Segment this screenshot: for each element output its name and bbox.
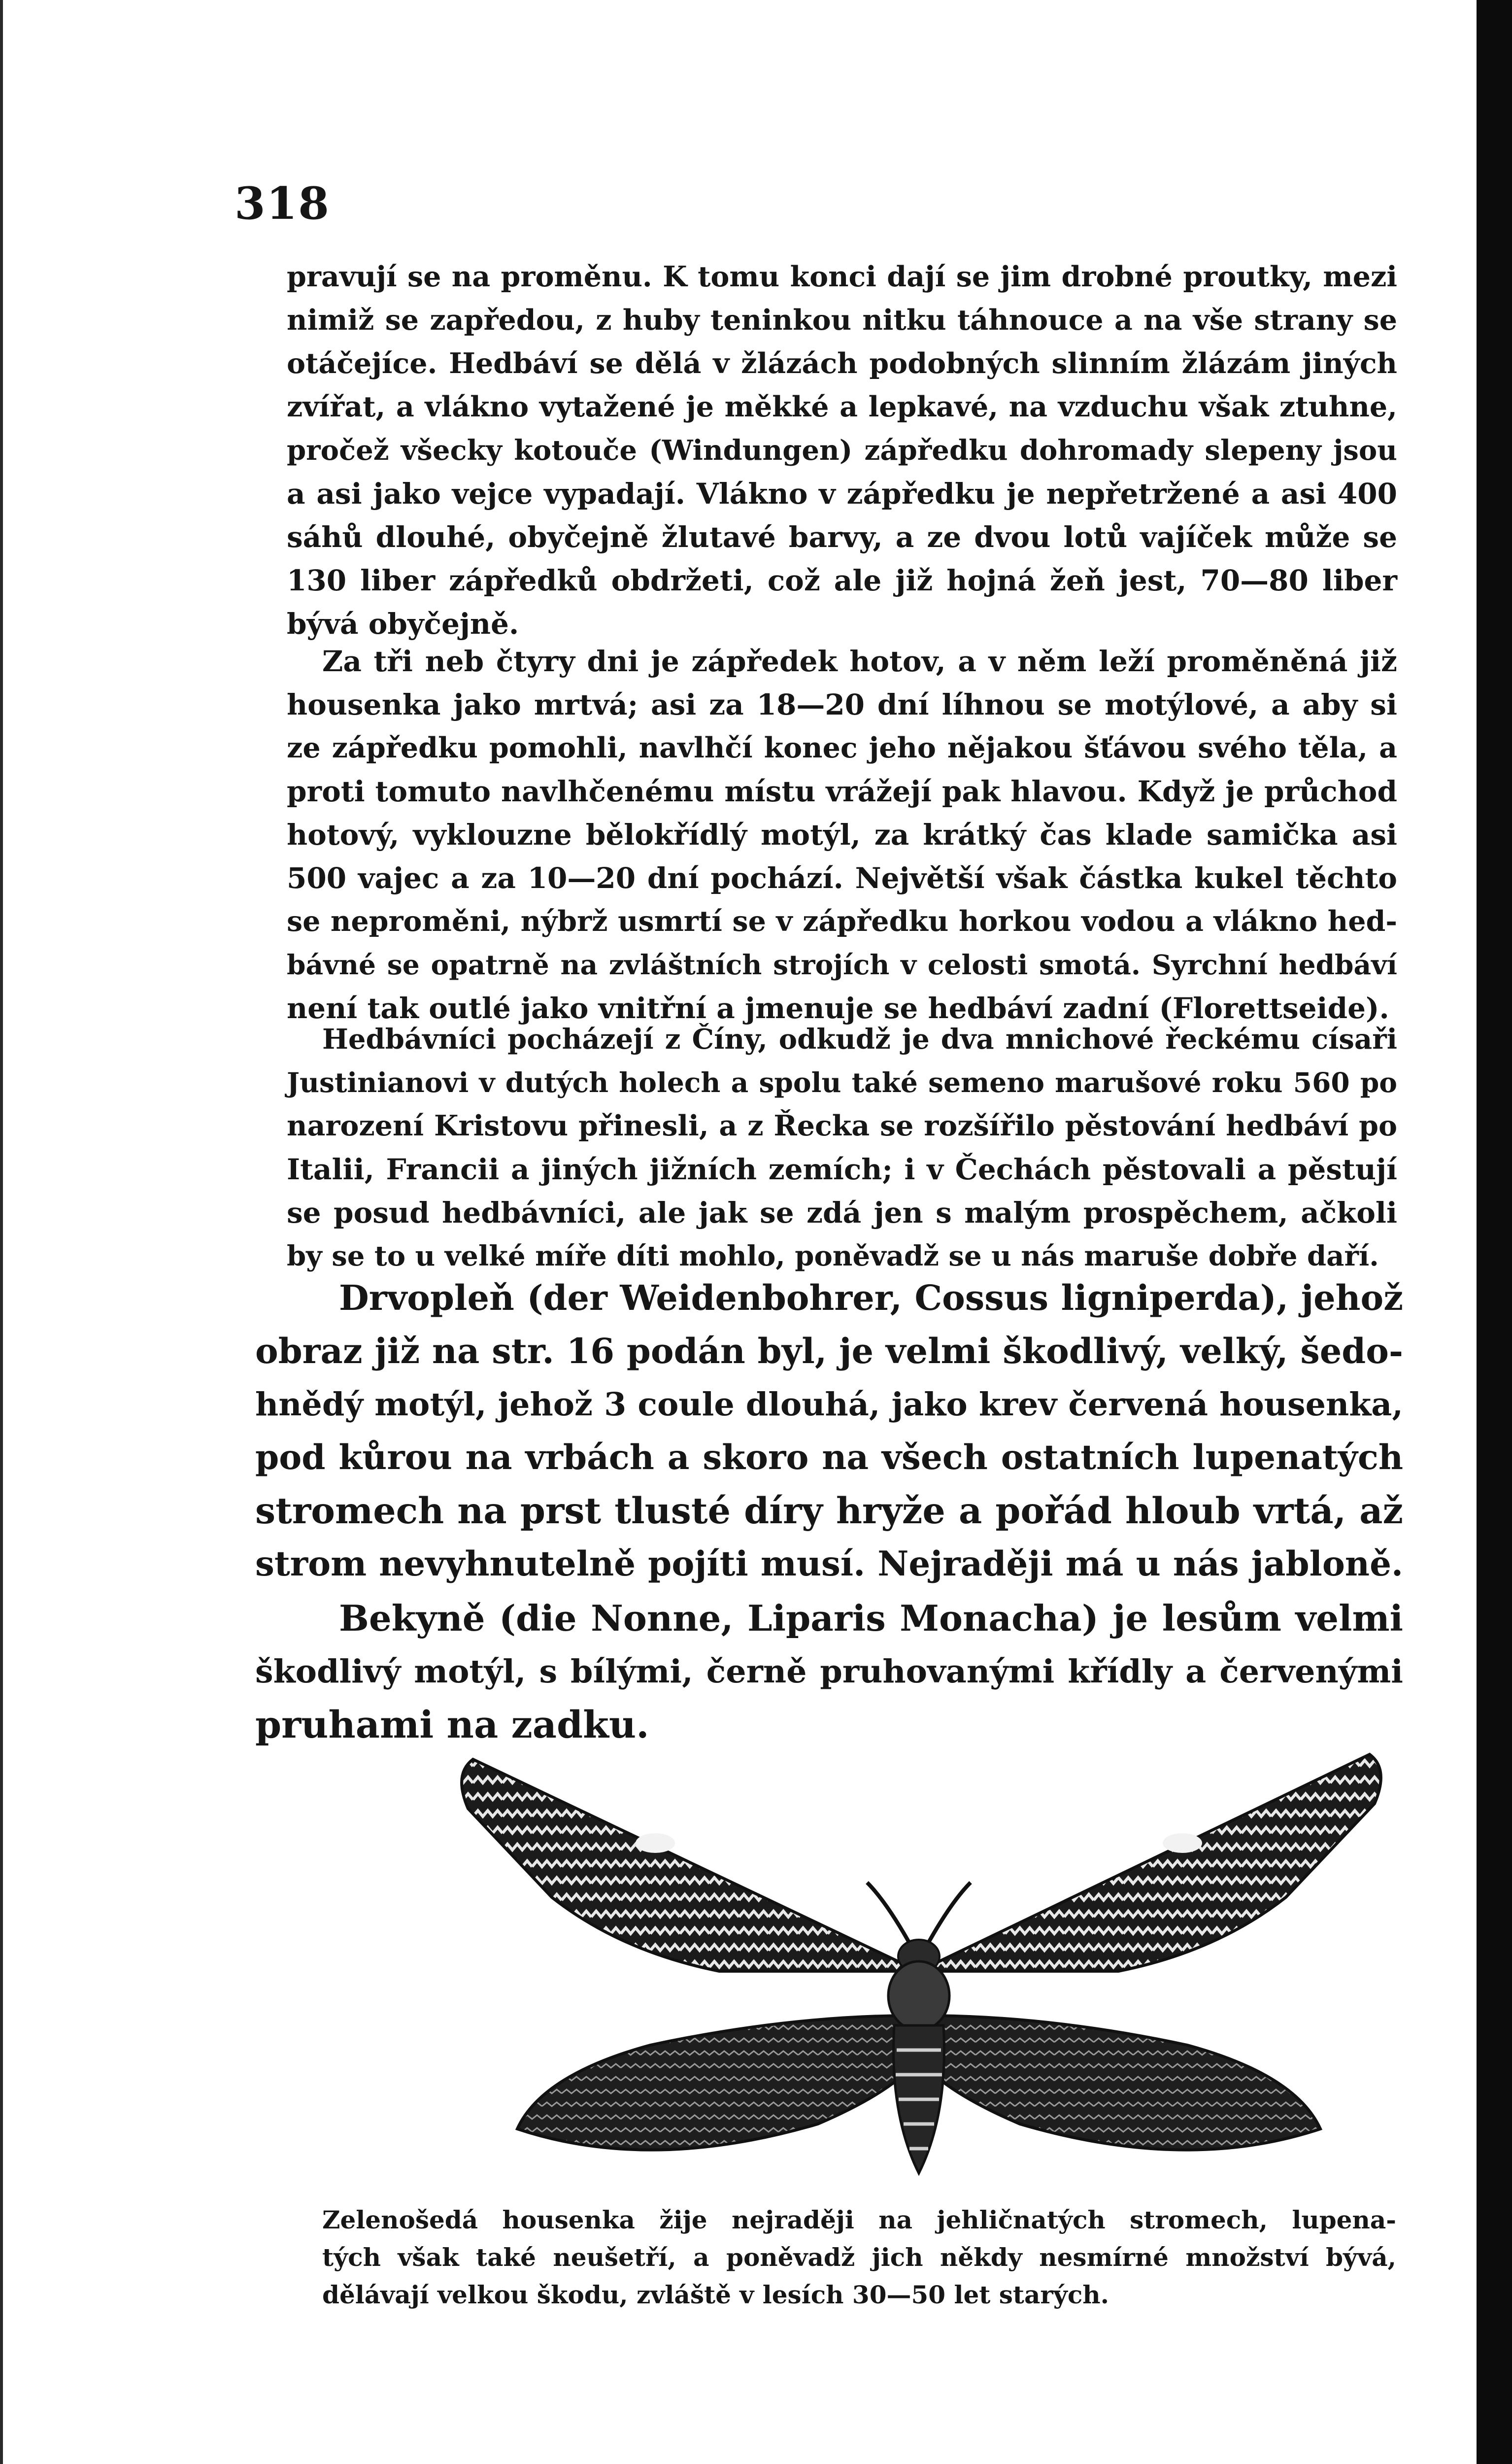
text-line: ze zápředku pomohli, navlhčí konec jeho nějakou šťávou svého těla, a bbox=[287, 731, 1397, 764]
text-line: se posud hedbávníci, ale jak se zdá jen s malým prospěchem, ačkoli bbox=[287, 1196, 1397, 1230]
text-line: 500 vajec a za 10—20 dní pochází. Největší však částka kukel těchto bbox=[287, 861, 1397, 895]
text-line: proti tomuto navlhčenému místu vrážejí pak hlavou. Když je průchod bbox=[287, 775, 1397, 808]
text-line: pročež všecky kotouče (Windungen) zápředku dohromady slepeny jsou bbox=[287, 434, 1397, 467]
text-line: Za tři neb čtyry dni je zápředek hotov, a v něm leží proměněná již bbox=[322, 645, 1397, 678]
moth-illustration-icon bbox=[443, 1740, 1394, 2193]
text-line: Justinianovi v dutých holech a spolu také semeno marušové roku 560 po bbox=[287, 1066, 1397, 1098]
text-line: škodlivý motýl, s bílými, černě pruhovanými křídly a červenými bbox=[255, 1653, 1403, 1690]
text-line: bávné se opatrně na zvláštních strojích v celosti smotá. Syrchní hedbáví bbox=[287, 949, 1397, 981]
right-forewing bbox=[919, 1754, 1381, 1971]
text-line: pruhami na zadku. bbox=[255, 1703, 649, 1746]
text-line: Drvopleň (der Weidenbohrer, Cossus ligniperda), jehož bbox=[339, 1277, 1403, 1318]
text-line: obraz již na str. 16 podán byl, je velmi škodlivý, velký, šedo- bbox=[255, 1331, 1403, 1371]
text-line: není tak outlé jako vnitřní a jmenuje se hedbáví zadní (Florettseide). bbox=[287, 992, 1389, 1025]
text-line: strom nevyhnutelně pojíti musí. Nejraději má u nás jabloně. bbox=[255, 1544, 1403, 1584]
left-hindwing bbox=[517, 2016, 914, 2150]
text-line: nimiž se zapředou, z huby teninkou nitku táhnouce a na vše strany se bbox=[287, 304, 1397, 337]
text-line: narození Kristovu přinesli, a z Řecka se rozšířilo pěstování hedbáví po bbox=[287, 1109, 1397, 1142]
paragraph-cocoon bbox=[287, 640, 1397, 1030]
left-forewing bbox=[462, 1759, 919, 1971]
text-line: tých však také neušetří, a poněvadž jich někdy nesmírné množství bývá, bbox=[322, 2243, 1396, 2272]
text-line: pravují se na proměnu. K tomu konci dají se jim drobné proutky, mezi bbox=[287, 260, 1397, 293]
text-line: Hedbávníci pocházejí z Číny, odkudž je dva mnichové řeckému císaři bbox=[322, 1023, 1397, 1056]
text-line: zvířat, a vlákno vytažené je měkké a lepkavé, na vzduchu však ztuhne, bbox=[287, 390, 1397, 423]
text-line: stromech na prst tlusté díry hryže a pořád hloub vrtá, až bbox=[255, 1490, 1403, 1532]
thorax bbox=[888, 1961, 949, 2030]
text-line: a asi jako vejce vypadají. Vlákno v zápředku je nepřetržené a asi 400 bbox=[287, 477, 1397, 511]
text-line: pod kůrou na vrbách a skoro na všech ostatních lupenatých bbox=[255, 1437, 1403, 1477]
text-line: bývá obyčejně. bbox=[287, 607, 519, 641]
paragraph-bekyne bbox=[255, 1592, 1403, 1751]
figure-caption bbox=[322, 2201, 1396, 2314]
scan-edge-left bbox=[0, 0, 3, 2464]
paragraph-silkworm-history bbox=[287, 1018, 1397, 1278]
paragraph-drvoplen bbox=[255, 1271, 1403, 1591]
text-line: by se to u velké míře díti mohlo, poněvadž se u nás maruše dobře daří. bbox=[287, 1240, 1379, 1272]
text-line: dělávají velkou škodu, zvláště v lesích 30—50 let starých. bbox=[322, 2280, 1109, 2309]
right-hindwing bbox=[924, 2016, 1320, 2150]
text-line: Zelenošedá housenka žije nejraději na jehličnatých stromech, lupena- bbox=[322, 2205, 1396, 2234]
text-line: Bekyně (die Nonne, Liparis Monacha) je lesům velmi bbox=[339, 1597, 1403, 1639]
scan-edge-right bbox=[1477, 0, 1512, 2464]
text-line: Italii, Francii a jiných jižních zemích; i v Čechách pěstovali a pěstují bbox=[287, 1153, 1397, 1186]
page-number: 318 bbox=[235, 177, 330, 230]
text-line: otáčejíce. Hedbáví se dělá v žlázách podobných slinním žlázám jiných bbox=[287, 347, 1397, 380]
text-line: 130 liber zápředků obdržeti, což ale již hojná žeň jest, 70—80 liber bbox=[287, 564, 1397, 597]
text-line: hnědý motýl, jehož 3 coule dlouhá, jako krev červená housenka, bbox=[255, 1386, 1403, 1423]
text-line: hotový, vyklouzne bělokřídlý motýl, za krátký čas klade samička asi bbox=[287, 818, 1397, 852]
text-line: sáhů dlouhé, obyčejně žlutavé barvy, a ze dvou lotů vajíček může se bbox=[287, 520, 1397, 554]
text-line: se neproměni, nýbrž usmrtí se v zápředku horkou vodou a vlákno hed- bbox=[287, 905, 1397, 938]
text-line: housenka jako mrtvá; asi za 18—20 dní líhnou se motýlové, a aby si bbox=[287, 688, 1397, 721]
paragraph-silk-process bbox=[287, 255, 1397, 646]
